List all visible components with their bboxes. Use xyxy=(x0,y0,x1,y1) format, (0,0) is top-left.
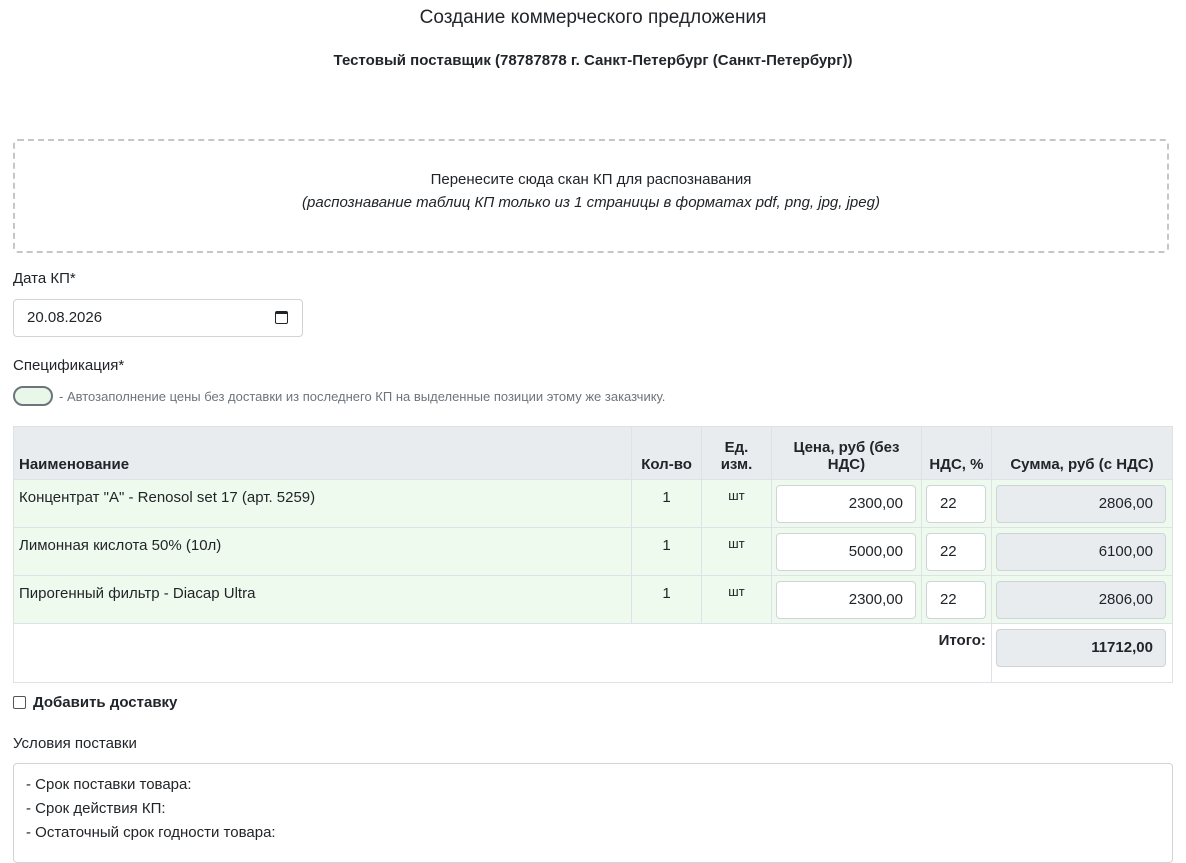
autofill-description: - Автозаполнение цены без доставки из последнего КП на выделенные позиции этому же заказчику. xyxy=(59,388,666,404)
item-name: Лимонная кислота 50% (10л) xyxy=(14,528,632,576)
sum-field: 2806,00 xyxy=(996,581,1166,619)
add-delivery-label[interactable]: Добавить доставку xyxy=(33,694,178,711)
col-price-header: Цена, руб (без НДС) xyxy=(771,427,921,480)
item-name: Пирогенный фильтр - Diacap Ultra xyxy=(14,576,632,624)
col-name-header: Наименование xyxy=(14,427,632,480)
vat-input[interactable]: 22 xyxy=(926,485,986,523)
calendar-icon[interactable] xyxy=(275,311,288,324)
spec-table xyxy=(13,426,1173,683)
sum-field: 2806,00 xyxy=(996,485,1166,523)
col-qty-header: Кол-во xyxy=(632,427,702,480)
terms-label: Условия поставки xyxy=(13,735,137,752)
add-delivery-row[interactable] xyxy=(13,694,177,711)
price-input[interactable]: 5000,00 xyxy=(776,533,916,571)
dropzone-instruction: Перенесите сюда скан КП для распознавания xyxy=(430,171,752,188)
price-input[interactable]: 2300,00 xyxy=(776,581,916,619)
vat-input[interactable]: 22 xyxy=(926,533,986,571)
table-row[interactable] xyxy=(14,576,1173,624)
item-name: Концентрат "А" - Renosol set 17 (арт. 5259) xyxy=(14,480,632,528)
item-qty: 1 xyxy=(632,480,702,528)
total-label: Итого: xyxy=(14,624,992,683)
item-unit: шт xyxy=(702,576,772,624)
page-title: Создание коммерческого предложения xyxy=(419,7,767,28)
item-unit: шт xyxy=(702,480,772,528)
table-row[interactable] xyxy=(14,528,1173,576)
totals-row xyxy=(14,624,1173,683)
terms-line: - Остаточный срок годности товара: xyxy=(26,824,276,841)
dropzone-hint: (распознавание таблиц КП только из 1 страницы в форматах pdf, png, jpg, jpeg) xyxy=(302,194,880,211)
date-input[interactable] xyxy=(13,299,303,337)
item-qty: 1 xyxy=(632,528,702,576)
vat-input[interactable]: 22 xyxy=(926,581,986,619)
add-delivery-checkbox[interactable] xyxy=(13,696,26,709)
col-unit-header: Ед. изм. xyxy=(702,427,772,480)
autofill-toggle-row xyxy=(13,385,665,407)
price-input[interactable]: 2300,00 xyxy=(776,485,916,523)
spec-label: Спецификация* xyxy=(13,357,125,374)
item-unit: шт xyxy=(702,528,772,576)
autofill-toggle[interactable] xyxy=(13,386,53,406)
date-label: Дата КП* xyxy=(13,270,76,287)
terms-line: - Срок поставки товара: xyxy=(26,776,192,793)
item-qty: 1 xyxy=(632,576,702,624)
scan-dropzone[interactable] xyxy=(13,139,1169,253)
terms-line: - Срок действия КП: xyxy=(26,800,166,817)
terms-textarea[interactable] xyxy=(13,763,1173,863)
col-sum-header: Сумма, руб (с НДС) xyxy=(991,427,1172,480)
supplier-subtitle: Тестовый поставщик (78787878 г. Санкт-Петербург (Санкт-Петербург)) xyxy=(333,52,853,69)
total-field: 11712,00 xyxy=(996,629,1166,667)
table-row[interactable] xyxy=(14,480,1173,528)
table-header-row xyxy=(14,427,1173,480)
sum-field: 6100,00 xyxy=(996,533,1166,571)
col-vat-header: НДС, % xyxy=(921,427,991,480)
date-value: 20.08.2026 xyxy=(27,309,103,326)
